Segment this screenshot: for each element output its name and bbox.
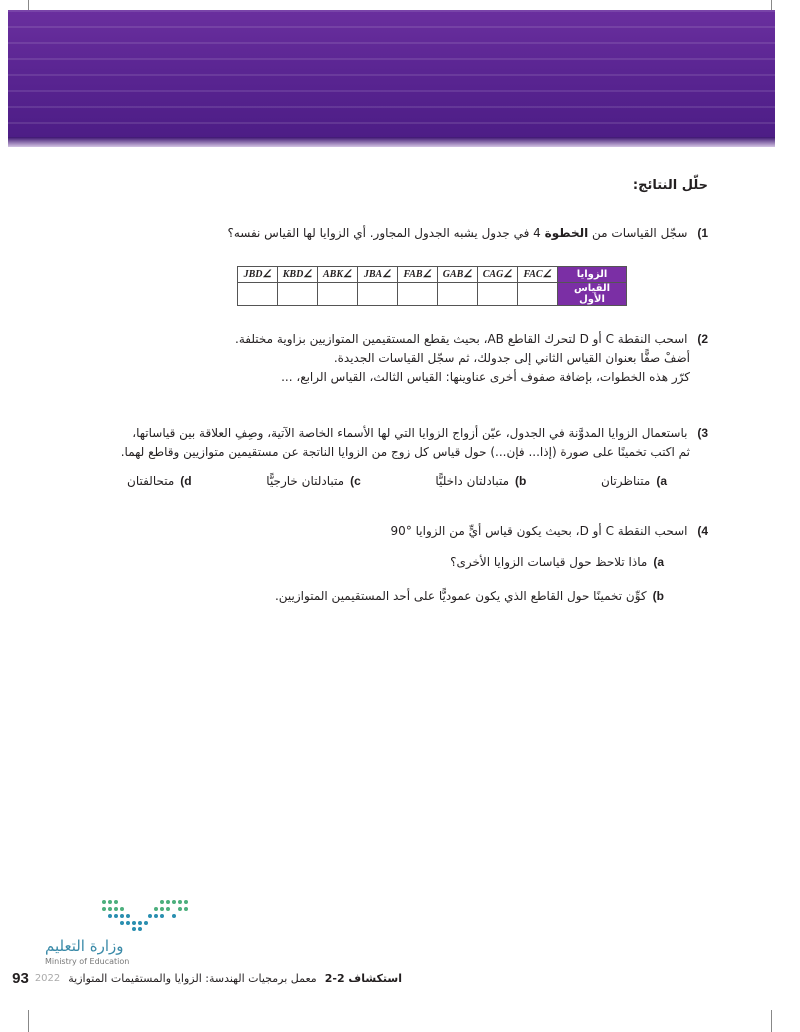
table-cell-angle: ∠JBA xyxy=(358,267,398,283)
option-b xyxy=(435,474,526,488)
question-3-options xyxy=(127,474,667,488)
header-banner xyxy=(8,10,775,147)
page-number: 93 xyxy=(12,970,29,987)
option-text: متناظرتان xyxy=(601,474,651,488)
question-number: 4) xyxy=(697,524,708,538)
question-3 xyxy=(121,424,708,462)
question-4-part-a xyxy=(450,555,664,569)
ministry-name-arabic: وزارة التعليم xyxy=(45,937,124,955)
footer-lesson-title: معمل برمجيات الهندسة: الزوايا والمستقيمات المتوازية xyxy=(68,972,317,985)
table-row xyxy=(238,283,627,306)
footer-lesson-label: استكشاف 2-2 xyxy=(324,972,402,985)
option-letter: c) xyxy=(350,474,361,488)
option-letter: b) xyxy=(652,589,664,603)
question-text: ماذا تلاحظ حول قياسات الزوايا الأخرى؟ xyxy=(450,555,648,569)
question-number: 2) xyxy=(697,332,708,346)
table-cell-empty xyxy=(358,283,398,306)
table-cell-angle: ∠FAC xyxy=(518,267,558,283)
header-banner-edge xyxy=(8,137,775,147)
table-cell-empty xyxy=(318,283,358,306)
question-text: كوِّن تخمينًا حول القاطع الذي يكون عموديًّا على أحد المستقيمين المتوازيين. xyxy=(274,589,647,603)
question-text: سجّل القياسات من xyxy=(592,226,688,240)
question-number: 1) xyxy=(697,226,708,240)
option-a xyxy=(601,474,667,488)
option-text: متبادلتان داخليًّا xyxy=(435,474,509,488)
section-heading: حلّل النتائج: xyxy=(632,178,708,193)
option-letter: d) xyxy=(180,474,192,488)
table-cell-angle: ∠KBD xyxy=(278,267,318,283)
question-text: 4 في جدول يشبه الجدول المجاور. أي الزوايا لها القياس نفسه؟ xyxy=(227,226,541,240)
question-text: اسحب النقطة C أو D لتحرك القاطع AB، بحيث يقطع المستقيمين المتوازيين بزاوية مختلفة. xyxy=(235,332,688,346)
table-cell-angle: ∠FAB xyxy=(398,267,438,283)
angles-table xyxy=(237,266,627,306)
question-text: أضفْ صفًّا بعنوان القياس الثاني إلى جدولك، ثم سجّل القياسات الجديدة. xyxy=(333,351,690,365)
table-cell-empty xyxy=(478,283,518,306)
ministry-logo-icon xyxy=(100,898,192,932)
table-cell-empty xyxy=(398,283,438,306)
table-cell-empty xyxy=(278,283,318,306)
question-4 xyxy=(391,522,708,541)
ministry-name-english: Ministry of Education xyxy=(45,957,130,966)
table-cell-empty xyxy=(238,283,278,306)
table-cell-empty xyxy=(438,283,478,306)
question-text: كرّر هذه الخطوات، بإضافة صفوف أخرى عناوينها: القياس الثالث، القياس الرابع، ... xyxy=(281,370,690,384)
table-cell-empty xyxy=(518,283,558,306)
option-letter: a) xyxy=(656,474,667,488)
footer-year: 2022 xyxy=(34,973,61,984)
option-letter: a) xyxy=(653,555,664,569)
question-2 xyxy=(235,330,708,387)
option-letter: b) xyxy=(515,474,527,488)
table-row-header: القياس الأول xyxy=(558,283,627,306)
table-cell-angle: ∠CAG xyxy=(478,267,518,283)
table-row-header: الزوايا xyxy=(558,267,627,283)
table-row xyxy=(238,267,627,283)
question-text-bold: الخطوة xyxy=(544,226,589,240)
question-text: اسحب النقطة C أو D، بحيث يكون قياس أيٍّ من الزوايا °90 xyxy=(390,524,688,538)
crop-mark xyxy=(771,1010,772,1032)
table-cell-angle: ∠GAB xyxy=(438,267,478,283)
page-footer xyxy=(12,970,402,987)
table-cell-angle: ∠JBD xyxy=(238,267,278,283)
question-text: باستعمال الزوايا المدوَّنة في الجدول، عيّن أزواج الزوايا التي لها الأسماء الخاصة الآتية، وصِفِ العلاقة بين قياساتها، xyxy=(132,426,688,440)
table-cell-angle: ∠ABK xyxy=(318,267,358,283)
question-number: 3) xyxy=(697,426,708,440)
option-text: متبادلتان خارجيًّا xyxy=(266,474,345,488)
question-1 xyxy=(227,224,708,243)
option-d xyxy=(127,474,192,488)
option-c xyxy=(266,474,360,488)
option-text: متحالفتان xyxy=(127,474,175,488)
question-text: ثم اكتب تخمينًا على صورة (إذا... فإن...) حول قياس كل زوج من الزوايا الناتجة عن مستقيمين متوازيين وقاطع لهما. xyxy=(120,445,690,459)
question-4-part-b xyxy=(275,589,664,603)
crop-mark xyxy=(28,1010,29,1032)
